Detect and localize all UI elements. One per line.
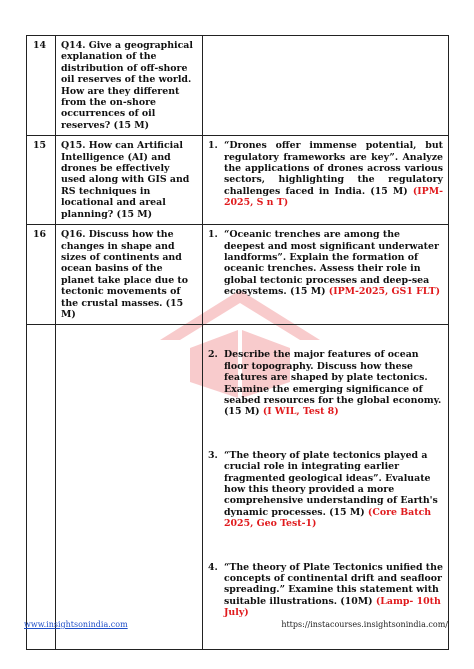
item-body: “Drones offer immense potential, but regulatory frameworks are key”. Analyze the applications of drones across various sectors, highlighting the regulatory challenges faced in India. (15 M) [224, 140, 443, 197]
list-item [208, 450, 443, 530]
row-number [27, 325, 56, 650]
footer-course-url: https://instacourses.insightsonindia.com/ [281, 620, 448, 629]
list-item [208, 349, 443, 417]
related-questions-cell [203, 225, 449, 325]
list-item [208, 140, 443, 208]
item-number: 1. [208, 140, 218, 152]
item-text [224, 140, 443, 208]
list-item [208, 229, 443, 297]
item-number: 2. [208, 349, 218, 361]
questions-table [26, 35, 449, 650]
question-text: Q14. Give a geographical explanation of the distribution of off-shore oil reserves of the world. How are they different from the on-shore occurrences of oil reserves? (15 M) [56, 36, 203, 136]
item-body: Describe the major features of ocean floor topography. Discuss how these features are shaped by plate tectonics. Examine the emerging significance of seabed resources for the global economy. (15 M) [224, 349, 442, 418]
item-body: “The theory of Plate Tectonics unified the concepts of continental drift and seafloor spreading.” Examine this statement with suitable illustrations. (10M) [224, 561, 443, 607]
row-number: 15 [27, 136, 56, 225]
item-text [224, 562, 443, 619]
item-tag: (IPM-2025, GS1 FLT) [328, 286, 440, 298]
item-tag: (IPM-2025, S n T) [224, 185, 443, 209]
row-number: 16 [27, 225, 56, 325]
list-item [208, 562, 443, 619]
related-questions-cell [203, 136, 449, 225]
table-row [27, 36, 449, 136]
item-body: “Oceanic trenches are among the deepest and most significant underwater landforms”. Explain the formation of oceanic trenches. Assess their role in global tectonic processes and deep-sea ecosystems. (15 M) [224, 229, 439, 298]
item-tag: (I WIL, Test 8) [262, 406, 339, 418]
table-row [27, 325, 449, 650]
table-row [27, 225, 449, 325]
item-number: 4. [208, 561, 218, 573]
related-questions-cell [203, 325, 449, 650]
question-text: Q16. Discuss how the changes in shape and sizes of continents and ocean basins of the planet take place due to tectonic movements of the crustal masses. (15 M) [56, 225, 203, 325]
related-questions-cell [203, 36, 449, 136]
item-tag: (Lamp- 10th July) [224, 595, 441, 619]
row-number: 14 [27, 36, 56, 136]
item-tag: (Core Batch 2025, Geo Test-1) [224, 506, 432, 530]
question-text: Q15. How can Artificial Intelligence (AI) and drones be effectively used along with GIS and RS techniques in locational and areal planning? (15 M) [56, 136, 203, 225]
question-text [56, 325, 203, 650]
item-text [224, 450, 443, 530]
item-number: 3. [208, 449, 218, 461]
item-number: 1. [208, 229, 218, 241]
footer-website-link[interactable]: www.insightsonindia.com [24, 620, 128, 629]
item-body: “The theory of plate tectonics played a crucial role in integrating earlier fragmented geological ideas”. Evaluate how this theory provided a more comprehensive understanding of Earth's dynamic processes. (15 M) [224, 449, 438, 518]
item-text [224, 349, 443, 417]
table-row [27, 136, 449, 225]
item-text [224, 229, 443, 297]
